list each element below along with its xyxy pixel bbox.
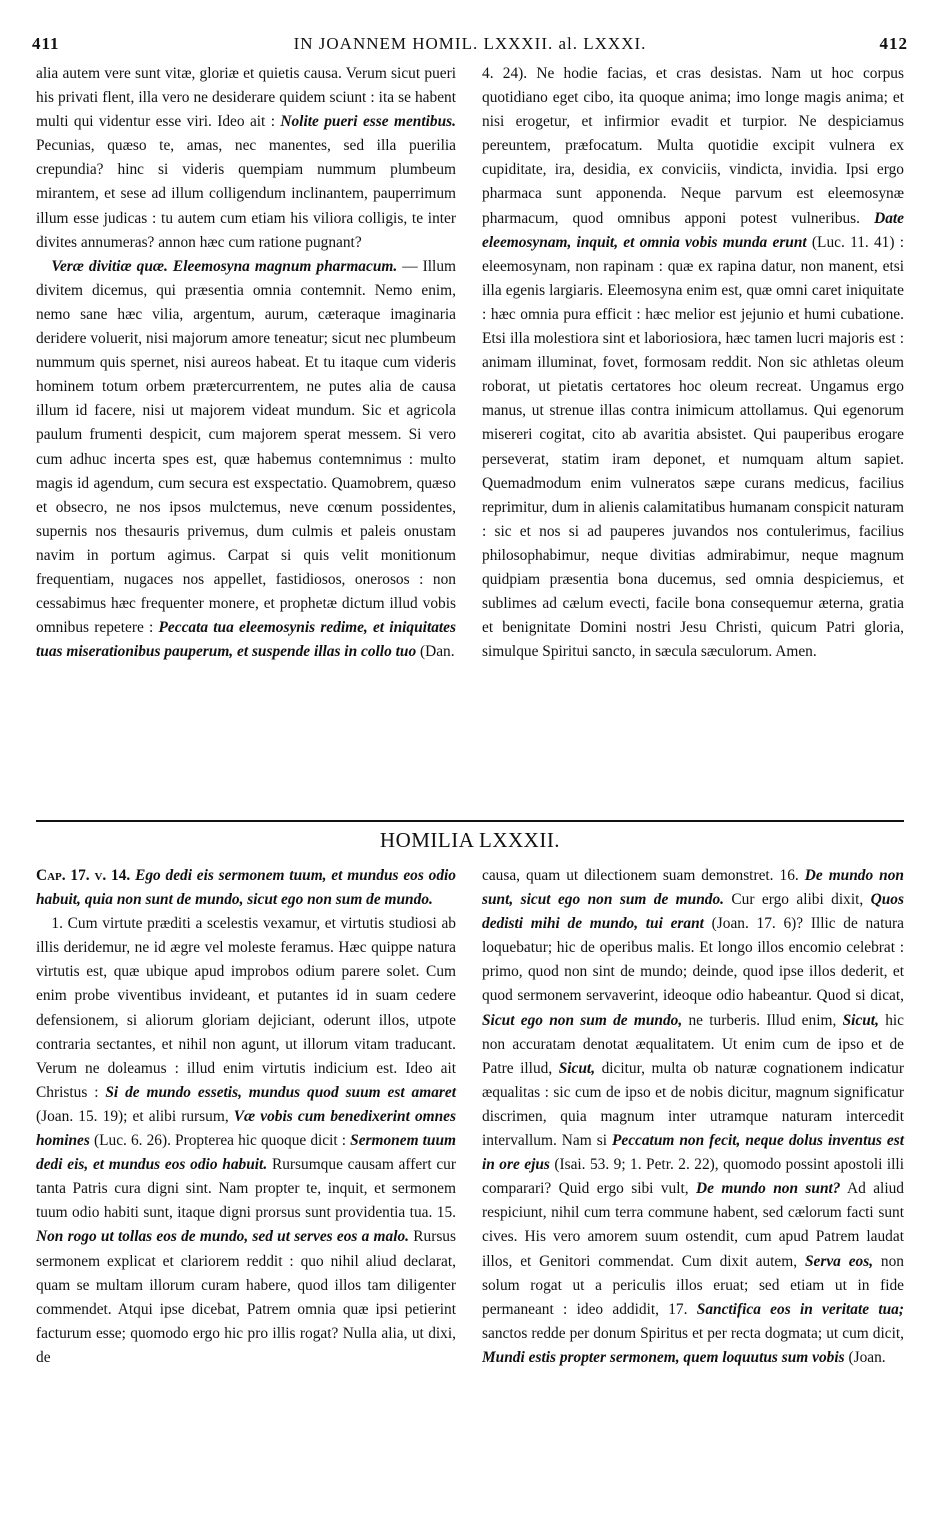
text-run: (Isai. 53. 9; 1. Petr. 2. 22), quomodo possint apostoli illi comparari? Quid ergo sibi vult,: [482, 1156, 904, 1198]
scripture-quote: Sermonem tuum dedi eis, et mundus eos odio habuit.: [36, 1132, 456, 1174]
text-run: (Joan. 15. 19); et alibi rursum,: [36, 1107, 234, 1125]
scripture-quote: Sicut,: [558, 1059, 596, 1077]
text-run: causa, quam ut dilectionem suam demonstret. 16.: [482, 867, 805, 884]
text-run: alia autem vere sunt vitæ, gloriæ et quietis causa. Verum sicut pueri his privati flent, illa vero ne desiderare quidem sciunt : ita se habent multi qui videntur esse viri. Ideo ait :: [36, 65, 456, 131]
text-run: (Dan.: [416, 643, 455, 661]
paragraph: [36, 62, 456, 255]
scripture-quote: Nolite pueri esse mentibus.: [280, 113, 456, 131]
column-top-left: [36, 62, 456, 664]
paragraph: [482, 62, 904, 664]
homily-title: HOMILIA LXXXII.: [379, 828, 561, 852]
section-heading: Veræ divitiæ quæ. Eleemosyna magnum pharmacum.: [51, 257, 398, 275]
text-run: Rursus sermonem explicat et clariorem reddit : quo nihil aliud declarat, quam se multam illorum curam habere, quod illos tam diligenter commendet. Atqui ipse dicebat, Patrem omnia quæ ipsi petierint facturum esse; quomodo ergo hic pro illis rogat? Nulla alia, ut dixi, de: [36, 1228, 456, 1366]
scripture-quote: Sicut ego non sum de mundo,: [482, 1011, 683, 1029]
running-head: [32, 34, 908, 58]
scripture-quote: Mundi estis propter sermonem, quem loquutus sum vobis: [482, 1348, 845, 1366]
page-number-right: 412: [879, 34, 908, 53]
text-run: hic non accuratam denotat æqualitatem. Ut enim cum de ipso et de Patre illud,: [482, 1011, 904, 1077]
running-title: IN JOANNEM HOMIL. LXXXII. al. LXXXI.: [293, 34, 647, 53]
chapter-label: Cap. 17. v. 14.: [36, 867, 131, 884]
chapter-verse-heading: [36, 864, 456, 912]
text-run: non solum rogat ut a periculis illos eruat; sed etiam ut in fide permaneant : ideo addidit, 17.: [482, 1252, 904, 1318]
scripture-quote: Non rogo ut tollas eos de mundo, sed ut serves eos a malo.: [36, 1228, 410, 1246]
scripture-quote: Peccatum non fecit, neque dolus inventus est in ore ejus: [482, 1132, 904, 1174]
scripture-quote: Quos dedisti mihi de mundo, tui erant: [482, 891, 904, 933]
scripture-quote: Sanctifica eos in veritate tua;: [696, 1300, 904, 1318]
text-run: — Illum divitem dicemus, qui præsentia omnia contemnit. Nemo enim, nemo sane hæc vilia, argentum, aurum, cæteraque imaginaria deridere voluerit, nisi majorum amore teneatur; sicut nec plumbeum nummum quis spernet, nisi aureos habeat. Et tu itaque cum videris hominem totum orbem prætercurrentem, ne putes alia de causa illum id facere, nisi ut majorem videat mundum. Sic et agricola paulum frumenti despicit, cum majorem sperat messem. Si vero cum adhuc incerta spes est, quæ habemus contemnimus : multo magis id agendum, cum secura est exspectatio. Quamobrem, quæso et obsecro, ne nos ipsos mulctemus, neve cœnum possidentes, supernis nos thesauris privemus, dum culmis et paleis onustam navim in portum agimus. Carpat si quis velit monitionum frequentiam, nugaces nos appellet, fastidiosos, onerosos : non cessabimus hæc frequenter monere, et prophetæ dictum illud vobis omnibus repetere :: [36, 257, 456, 637]
column-bottom-left: [36, 864, 456, 1370]
scripture-quote: Væ vobis cum benedixerint omnes homines: [36, 1107, 457, 1150]
text-run: sanctos redde per donum Spiritus et per recta dogmata; ut cum dicit,: [482, 1324, 904, 1342]
text-run: (Luc. 11. 41) : eleemosynam, non rapinam : quæ ex rapina datur, non manent, etsi illa egenis largiaris. Eleemosyna enim est, quæ omni caret iniquitate : hæc omnia pura efficit : hæc melior est jejunio et humi cubatione. Etsi illa molestiora sint et laboriosiora, hæc tamen lucri majoris est : animam illuminat, fovet, formosam reddit. Non sic athletas oleum roborat, ut pietatis certatores hoc oleum recreat. Ungamus ergo manus, ut strenue illas contra inimicum attollamus. Qui egenorum misereri cogitat, cito ab avaritia absistet. Qui pauperibus erogare perseverat, statim iram deponet, et numquam altum sapiet. Quemadmodum enim vulneratos sæpe curans medicus, facilius reprimitur, dum in alienis calamitatibus humanam conspicit naturam : sic et nos si ad pauperes juvandos nos contulerimus, facilius philosophabimur, neque divitias admirabimur, neque magnum quidpiam præsentia bona ducemus, sed omnia despiciemus, et sublimes ad cælum evecti, facile bona consequemur æterna, gratia et benignitate Domini nostri Jesu Christi, quicum Patri gloria, simulque Spiritui sancto, in sæcula sæculorum. Amen.: [482, 233, 904, 661]
text-run: ne turberis. Illud enim,: [682, 1011, 843, 1029]
scripture-quote: De mundo non sunt?: [696, 1180, 841, 1198]
column-bottom-right: [482, 864, 904, 1370]
text-run: (Joan.: [844, 1348, 886, 1366]
paragraph: [482, 864, 904, 1370]
column-top-right: [482, 62, 904, 664]
text-run: dicitur, multa ob naturæ cognationem indicatur æqualitas : sic cum de ipso et de nobis dicitur, magnum significatur discrimen, quia magnum inter utramque naturam intercedit intervallum. Nam si: [482, 1059, 905, 1150]
section-divider: [36, 820, 904, 822]
scripture-quote: Peccata tua eleemosynis redime, et iniquitates tuas miserationibus pauperum, et suspende illas in collo tuo: [36, 619, 457, 661]
text-run: 1. Cum virtute præditi a scelestis vexamur, et virtutis studiosi ab illis deridemur, ne id ægre vel moleste feramus. Hæc quippe natura virtutis est, quæ ubique apud improbos odium parere solet. Cum enim probe viventibus invideant, et putantes id in suam cedere defensionem, si aliorum gloriam dejiciant, oderunt illos, utpote contraria sectantes, et nihil non agunt, ut illorum vitam traducant. Verum ne doleamus : illud enim virtutis indicium est. Ideo ait Christus :: [36, 915, 456, 1101]
paragraph: [36, 912, 456, 1370]
text-run: Ad aliud respiciunt, nihil cum terra commune habent, sed cælorum facti sunt cives. His vero amorem suum ostendit, cum apud Patrem laudat illos, et Genitori commendat. Cum dixit autem,: [482, 1180, 905, 1270]
page-number-left: 411: [32, 34, 60, 53]
scripture-quote: Serva eos,: [804, 1252, 874, 1270]
scripture-quote: Sicut,: [842, 1011, 879, 1029]
scripture-quote: De mundo non sunt, sicut ego non sum de mundo.: [482, 867, 904, 909]
paragraph: [36, 255, 456, 665]
text-run: (Luc. 6. 26). Propterea hic quoque dicit :: [89, 1132, 351, 1150]
scripture-quote: Si de mundo essetis, mundus quod suum est amaret: [105, 1083, 456, 1101]
scripture-quote: Date eleemosynam, inquit, et omnia vobis munda erunt: [482, 209, 904, 251]
scripture-quote: Ego dedi eis sermonem tuum, et mundus eos odio habuit, quia non sunt de mundo, sicut ego non sum de mundo.: [36, 867, 456, 909]
text-run: Rursumque causam affert cur tanta Patris cura digni sint. Nam propter te, inquit, et sermonem tuum odio habiti sunt, itaque digni prorsus sunt providentia tua. 15.: [36, 1156, 456, 1222]
text-run: Pecunias, quæso te, amas, nec manentes, sed illa puerilia crepundia? hinc si videris quempiam nummum plumbeum mirantem, et sese ad illum colligendum inclinantem, pauperrimum illum esse judicas : tu autem cum etiam his viliora colligis, te inter divites annumeras? annon hæc cum ratione pugnant?: [36, 137, 456, 251]
text-run: 4. 24). Ne hodie facias, et cras desistas. Nam ut hoc corpus quotidiano eget cibo, ita quoque anima; imo longe magis anima; et nisi erogetur, et infirmior evadit et turpior. Ne despiciamus pereuntem, præfocatum. Multa quotidie excipit vulnera ex cupiditate, ira, desidia, ex conviciis, vindicta, invidia. Ipsi ergo pharmaca sunt apponenda. Neque parvum est eleemosynæ pharmacum, quod omnibus apponi potest vulneribus.: [482, 65, 904, 227]
text-run: Cur ergo alibi dixit,: [724, 891, 871, 909]
text-run: (Joan. 17. 6)? Illic de natura loquebatur; hic de operibus malis. Et longo illos encomio celebrat : primo, quod non sint de mundo; deinde, quod ipse illos dederit, et quod sermonem servaverint, ideoque odio habeantur. Quod si dicat,: [482, 915, 904, 1005]
